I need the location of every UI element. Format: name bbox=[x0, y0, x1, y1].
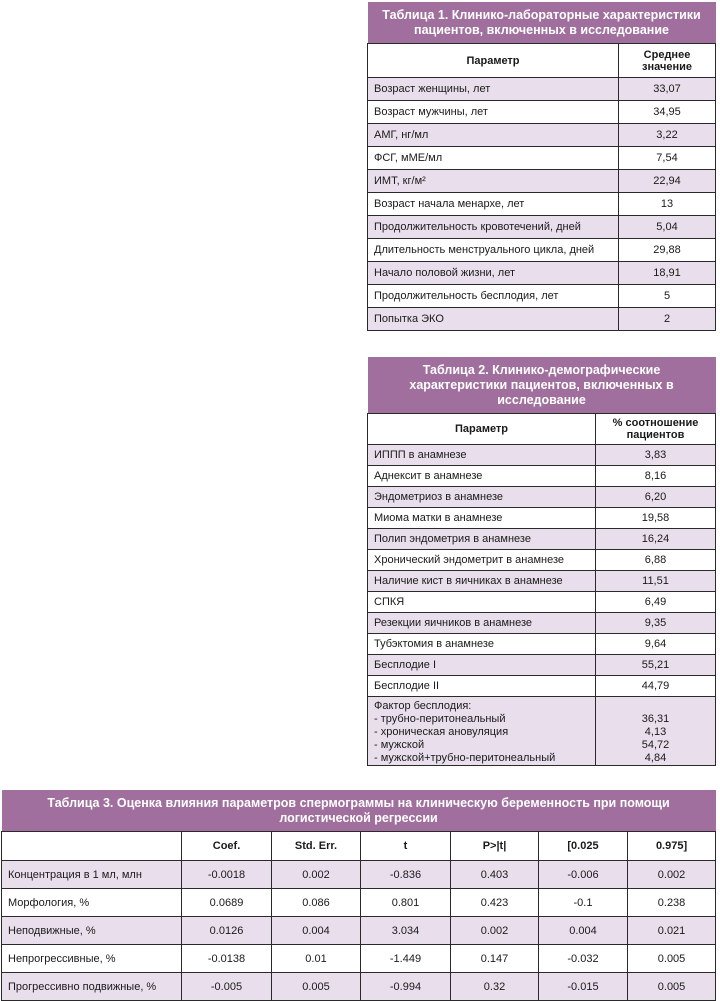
row-param: Бесплодие II bbox=[368, 676, 596, 697]
table-row bbox=[368, 124, 716, 147]
row-coef: 0.0689 bbox=[182, 889, 272, 917]
row-value: 7,54 bbox=[619, 147, 716, 170]
row-value: 13 bbox=[619, 193, 716, 216]
row-value: 34,95 bbox=[619, 101, 716, 124]
table-row bbox=[368, 592, 716, 613]
row-param: Концентрация в 1 мл, млн bbox=[2, 861, 182, 889]
row-lo: -0.032 bbox=[539, 945, 628, 973]
row-param: Неподвижные, % bbox=[2, 917, 182, 945]
table-row bbox=[368, 262, 716, 285]
factor-item-value: 36,31 bbox=[641, 713, 670, 725]
table-row bbox=[368, 466, 716, 487]
table-row bbox=[2, 861, 716, 889]
row-t: -0.994 bbox=[361, 973, 451, 1001]
table-2-body bbox=[368, 445, 716, 766]
table-3-header-col: P>|t| bbox=[451, 832, 539, 861]
row-hi: 0.002 bbox=[628, 861, 716, 889]
row-coef: 0.0126 bbox=[182, 917, 272, 945]
table-row bbox=[368, 147, 716, 170]
row-param: ИМТ, кг/м² bbox=[368, 170, 619, 193]
table-row bbox=[368, 571, 716, 592]
table-row bbox=[368, 239, 716, 262]
row-value: 6,20 bbox=[596, 487, 716, 508]
factor-item-param: - мужской+трубно-перитонеальный bbox=[374, 752, 556, 764]
row-param: Резекции яичников в анамнезе bbox=[368, 613, 596, 634]
row-param: Возраст мужчины, лет bbox=[368, 101, 619, 124]
row-value: 44,79 bbox=[596, 676, 716, 697]
table-3-header-blank bbox=[2, 832, 182, 861]
table-1-body bbox=[368, 78, 716, 331]
factor-item-param: - хроническая ановуляция bbox=[374, 726, 509, 738]
table-3-header-col: [0.025 bbox=[539, 832, 628, 861]
table-row bbox=[368, 308, 716, 331]
table-3 bbox=[1, 790, 716, 1001]
row-p: 0.423 bbox=[451, 889, 539, 917]
row-t: 3.034 bbox=[361, 917, 451, 945]
row-coef: -0.0138 bbox=[182, 945, 272, 973]
row-se: 0.01 bbox=[272, 945, 361, 973]
row-value: 5,04 bbox=[619, 216, 716, 239]
row-value: 3,22 bbox=[619, 124, 716, 147]
row-p: 0.002 bbox=[451, 917, 539, 945]
row-hi: 0.021 bbox=[628, 917, 716, 945]
row-t: -1.449 bbox=[361, 945, 451, 973]
row-hi: 0.005 bbox=[628, 945, 716, 973]
row-t: -0.836 bbox=[361, 861, 451, 889]
row-value: 2 bbox=[619, 308, 716, 331]
row-se: 0.005 bbox=[272, 973, 361, 1001]
table-row bbox=[368, 550, 716, 571]
table-row bbox=[368, 676, 716, 697]
row-param: Попытка ЭКО bbox=[368, 308, 619, 331]
table-1-caption: Таблица 1. Клинико-лабораторные характеристики пациентов, включенных в исследование bbox=[368, 2, 716, 44]
row-p: 0.32 bbox=[451, 973, 539, 1001]
row-value: 18,91 bbox=[619, 262, 716, 285]
row-value: 6,88 bbox=[596, 550, 716, 571]
row-param: Длительность менструального цикла, дней bbox=[368, 239, 619, 262]
row-se: 0.086 bbox=[272, 889, 361, 917]
row-coef: -0.005 bbox=[182, 973, 272, 1001]
table-1 bbox=[367, 2, 716, 331]
row-param: Возраст начала менархе, лет bbox=[368, 193, 619, 216]
table-2-header-value: % соотношение пациентов bbox=[596, 414, 716, 445]
row-p: 0.403 bbox=[451, 861, 539, 889]
row-param: Аднексит в анамнезе bbox=[368, 466, 596, 487]
row-value: 33,07 bbox=[619, 78, 716, 101]
row-param: АМГ, нг/мл bbox=[368, 124, 619, 147]
factor-params bbox=[368, 697, 596, 766]
factor-item-value: 54,72 bbox=[641, 739, 670, 751]
table-row bbox=[368, 508, 716, 529]
table-1-header-value: Среднее значение bbox=[619, 44, 716, 78]
row-lo: -0.006 bbox=[539, 861, 628, 889]
row-param: Морфология, % bbox=[2, 889, 182, 917]
table-3-body bbox=[2, 861, 716, 1001]
row-value: 3,83 bbox=[596, 445, 716, 466]
row-value: 22,94 bbox=[619, 170, 716, 193]
table-row bbox=[368, 487, 716, 508]
table-row bbox=[368, 78, 716, 101]
row-param: Миома матки в анамнезе bbox=[368, 508, 596, 529]
row-value: 9,35 bbox=[596, 613, 716, 634]
table-2-header-param: Параметр bbox=[368, 414, 596, 445]
row-param: Непрогрессивные, % bbox=[2, 945, 182, 973]
row-value: 9,64 bbox=[596, 634, 716, 655]
row-param: ФСГ, мМЕ/мл bbox=[368, 147, 619, 170]
table-row bbox=[368, 445, 716, 466]
table-row bbox=[368, 634, 716, 655]
row-lo: -0.015 bbox=[539, 973, 628, 1001]
row-se: 0.004 bbox=[272, 917, 361, 945]
row-value: 55,21 bbox=[596, 655, 716, 676]
row-hi: 0.238 bbox=[628, 889, 716, 917]
row-param: ИППП в анамнезе bbox=[368, 445, 596, 466]
table-row-factor bbox=[368, 697, 716, 766]
factor-item-param: - трубно-перитонеальный bbox=[374, 713, 506, 725]
table-row bbox=[368, 193, 716, 216]
row-param: Полип эндометрия в анамнезе bbox=[368, 529, 596, 550]
row-param: Хронический эндометрит в анамнезе bbox=[368, 550, 596, 571]
table-3-header-col: Coef. bbox=[182, 832, 272, 861]
row-coef: -0.0018 bbox=[182, 861, 272, 889]
row-p: 0.147 bbox=[451, 945, 539, 973]
row-param: Эндометриоз в анамнезе bbox=[368, 487, 596, 508]
factor-item-param: - мужской bbox=[374, 739, 425, 751]
row-param: Начало половой жизни, лет bbox=[368, 262, 619, 285]
row-lo: 0.004 bbox=[539, 917, 628, 945]
row-se: 0.002 bbox=[272, 861, 361, 889]
row-param: СПКЯ bbox=[368, 592, 596, 613]
row-param: Прогрессивно подвижные, % bbox=[2, 973, 182, 1001]
table-row bbox=[368, 170, 716, 193]
table-3-header-col: 0.975] bbox=[628, 832, 716, 861]
table-row bbox=[2, 889, 716, 917]
row-lo: -0.1 bbox=[539, 889, 628, 917]
row-param: Возраст женщины, лет bbox=[368, 78, 619, 101]
row-param: Наличие кист в яичниках в анамнезе bbox=[368, 571, 596, 592]
table-row bbox=[368, 655, 716, 676]
row-param: Продолжительность кровотечений, дней bbox=[368, 216, 619, 239]
table-3-header-col: t bbox=[361, 832, 451, 861]
row-hi: 0.005 bbox=[628, 973, 716, 1001]
row-value: 5 bbox=[619, 285, 716, 308]
table-2 bbox=[367, 357, 716, 766]
table-row bbox=[368, 285, 716, 308]
row-value: 6,49 bbox=[596, 592, 716, 613]
row-value: 19,58 bbox=[596, 508, 716, 529]
table-3-header-row bbox=[2, 832, 716, 861]
table-row bbox=[2, 973, 716, 1001]
factor-item-value: 4,13 bbox=[644, 726, 667, 738]
row-value: 11,51 bbox=[596, 571, 716, 592]
table-row bbox=[368, 529, 716, 550]
table-row bbox=[368, 101, 716, 124]
factor-title: Фактор бесплодия: bbox=[374, 700, 472, 712]
table-row bbox=[368, 613, 716, 634]
table-row bbox=[368, 216, 716, 239]
row-value: 8,16 bbox=[596, 466, 716, 487]
table-row bbox=[2, 945, 716, 973]
row-param: Продолжительность бесплодия, лет bbox=[368, 285, 619, 308]
row-param: Тубэктомия в анамнезе bbox=[368, 634, 596, 655]
row-t: 0.801 bbox=[361, 889, 451, 917]
row-value: 16,24 bbox=[596, 529, 716, 550]
table-row bbox=[2, 917, 716, 945]
table-3-caption: Таблица 3. Оценка влияния параметров спермограммы на клиническую беременность при помощи логистической регрессии bbox=[2, 790, 716, 832]
table-2-caption: Таблица 2. Клинико-демографические характеристики пациентов, включенных в исследование bbox=[368, 357, 716, 414]
row-param: Бесплодие I bbox=[368, 655, 596, 676]
row-value: 29,88 bbox=[619, 239, 716, 262]
factor-item-value: 4,84 bbox=[644, 752, 667, 764]
table-3-header-col: Std. Err. bbox=[272, 832, 361, 861]
factor-values bbox=[596, 697, 716, 766]
table-1-header-param: Параметр bbox=[368, 44, 619, 78]
